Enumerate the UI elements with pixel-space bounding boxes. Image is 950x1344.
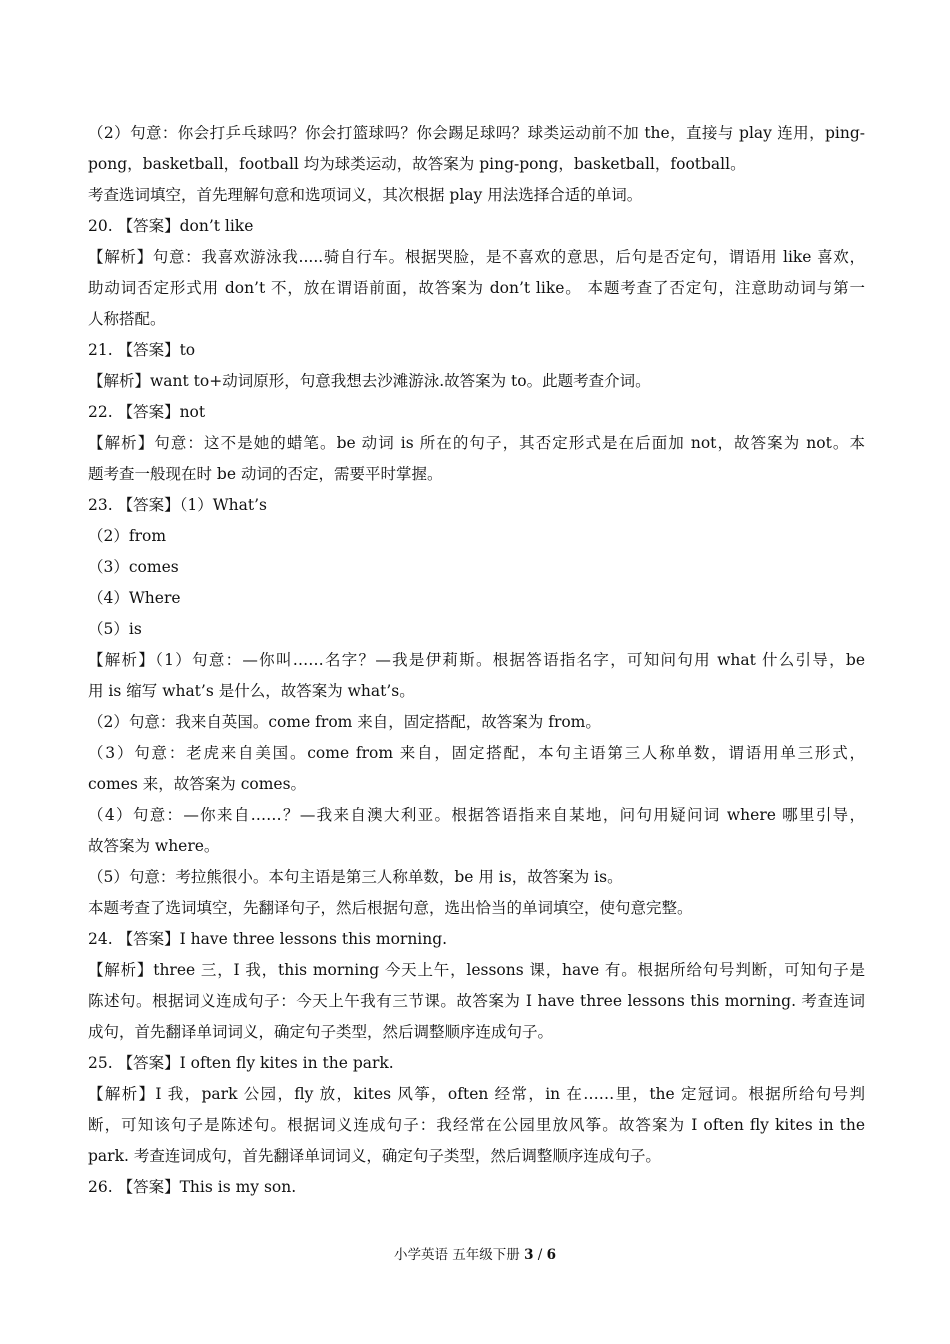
text-line: 陈述句。根据词义连成句子：今天上午我有三节课。故答案为 I have three lessons this morning. 考查连词 xyxy=(88,992,865,1010)
text-line: （5）句意：考拉熊很小。本句主语是第三人称单数，be 用 is，故答案为 is。 xyxy=(88,868,623,886)
text-line: 【解析】three 三，I 我，this morning 今天上午，lessons 课，have 有。根据所给句号判断，可知句子是 xyxy=(88,961,865,979)
text-line: 【解析】（1）句意：—你叫……名字？—我是伊莉斯。根据答语指名字，可知问句用 what 什么引导，be xyxy=(88,651,865,669)
answer-heading-23: 23. 【答案】（1）What’s xyxy=(88,496,267,514)
answer-heading-26: 26. 【答案】This is my son. xyxy=(88,1178,297,1196)
text-line: 人称搭配。 xyxy=(88,310,166,328)
page-separator: / xyxy=(537,1247,543,1263)
page-number: 3 xyxy=(524,1247,534,1263)
document-body xyxy=(88,118,865,1203)
answer-heading-22: 22. 【答案】not xyxy=(88,403,206,421)
text-line: 【解析】句意：我喜欢游泳我.....骑自行车。根据哭脸，是不喜欢的意思，后句是否定句，谓语用 like 喜欢， xyxy=(88,248,865,266)
text-line: 断，可知该句子是陈述句。根据词义连成句子：我经常在公园里放风筝。故答案为 I often fly kites in the xyxy=(88,1116,865,1134)
footer-label: 小学英语 五年级下册 xyxy=(393,1247,520,1263)
text-line: park. 考查连词成句，首先翻译单词词义，确定句子类型，然后调整顺序连成句子。 xyxy=(88,1147,661,1165)
answer-heading-21: 21. 【答案】to xyxy=(88,341,196,359)
text-line: 【解析】I 我，park 公园，fly 放，kites 风筝，often 经常，in 在……里，the 定冠词。根据所给句号判 xyxy=(88,1085,865,1103)
text-line: comes 来，故答案为 comes。 xyxy=(88,775,307,793)
answer-item: （2）from xyxy=(88,527,167,545)
answer-heading-25: 25. 【答案】I often fly kites in the park. xyxy=(88,1054,394,1072)
text-line: 本题考查了选词填空，先翻译句子，然后根据句意，选出恰当的单词填空，使句意完整。 xyxy=(88,899,693,917)
answer-heading-24: 24. 【答案】I have three lessons this morning. xyxy=(88,930,448,948)
text-line: 故答案为 where。 xyxy=(88,837,220,855)
page-footer xyxy=(0,1245,950,1265)
text-line: 考查选词填空，首先理解句意和选项词义，其次根据 play 用法选择合适的单词。 xyxy=(88,186,643,204)
text-line: （3）句意：老虎来自美国。come from 来自，固定搭配，本句主语第三人称单数，谓语用单三形式， xyxy=(88,744,865,762)
answer-item: （5）is xyxy=(88,620,142,638)
answer-item: （3）comes xyxy=(88,558,179,576)
text-line: 助动词否定形式用 don’t 不，放在谓语前面，故答案为 don’t like。 本题考查了否定句，注意助动词与第一 xyxy=(88,279,865,297)
text-line: （4）句意：—你来自……？—我来自澳大利亚。根据答语指来自某地，问句用疑问词 where 哪里引导， xyxy=(88,806,865,824)
text-line: 题考查一般现在时 be 动词的否定，需要平时掌握。 xyxy=(88,465,443,483)
text-line: 【解析】句意：这不是她的蜡笔。be 动词 is 所在的句子，其否定形式是在后面加 not，故答案为 not。本 xyxy=(88,434,865,452)
text-line: （2）句意：你会打乒乓球吗？你会打篮球吗？你会踢足球吗？球类运动前不加 the，直接与 play 连用，ping- xyxy=(88,124,865,142)
text-line: 用 is 缩写 what’s 是什么，故答案为 what’s。 xyxy=(88,682,415,700)
page-total: 6 xyxy=(546,1247,557,1263)
text-line: 【解析】want to+动词原形，句意我想去沙滩游泳.故答案为 to。此题考查介词。 xyxy=(88,372,651,390)
text-line: 成句，首先翻译单词词义，确定句子类型，然后调整顺序连成句子。 xyxy=(88,1023,554,1041)
answer-heading-20: 20. 【答案】don’t like xyxy=(88,217,254,235)
answer-item: （4）Where xyxy=(88,589,181,607)
text-line: pong，basketball，football 均为球类运动，故答案为 ping-pong，basketball，football。 xyxy=(88,155,746,173)
text-line: （2）句意：我来自英国。come from 来自，固定搭配，故答案为 from。 xyxy=(88,713,601,731)
